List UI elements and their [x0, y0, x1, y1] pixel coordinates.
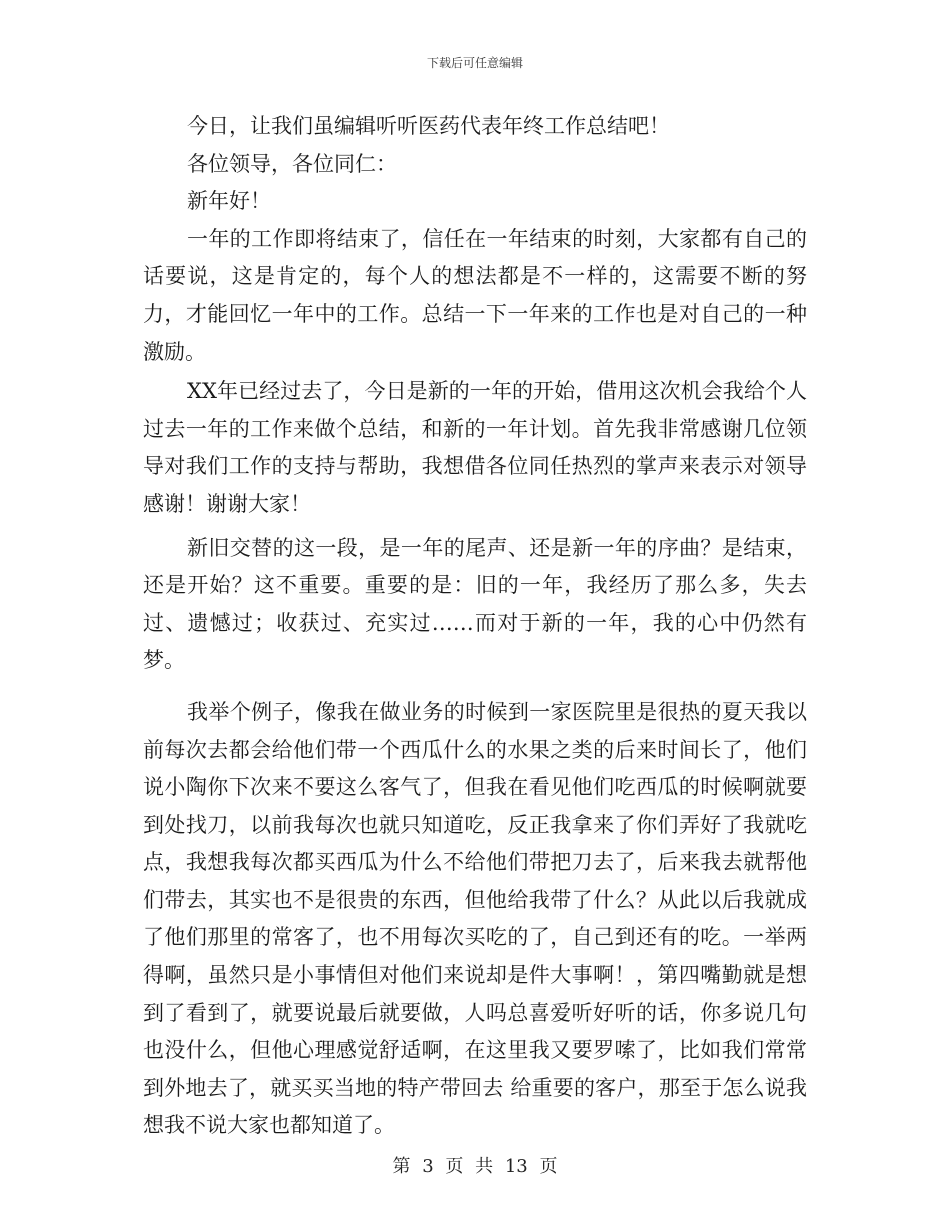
paragraph-greeting: 新年好！: [187, 189, 271, 214]
paragraph-body-4: 我举个例子，像我在做业务的时候到一家医院里是很热的夏天我以前每次去都会给他们带一个西瓜什么的水果之类的后来时间长了，他们说小陶你下次来不要这么客气了，但我在看见他们吃西瓜的时候啊就要到处找刀，以前我每次也就只知道吃，反正我拿来了你们弄好了我就吃点，我想我每次都买西瓜为什么不给他们带把刀去了，后来我去就帮他们带去，其实也不是很贵的东西，但他给我带了什么？从此以后我就成了他们那里的常客了，也不用每次买吃的了，自己到还有的吃。一举两得啊，虽然只是小事情但对他们来说却是件大事啊！，第四嘴勤就是想到了看到了，就要说最后就要做，人吗总喜爱听好听的话，你多说几句也没什么，但他心理感觉舒适啊，在这里我又要罗嗦了，比如我们常常到外地去了，就买买当地的特产带回去 给重要的客户，那至于怎么说我想我不说大家也都知道了。: [143, 699, 807, 1138]
paragraph-intro: 今日，让我们虽编辑听听医药代表年终工作总结吧！: [187, 114, 670, 138]
page-footer: 第 3 页 共 13 页: [392, 1156, 558, 1177]
paragraph-salutation: 各位领导，各位同仁：: [187, 151, 397, 176]
paragraph-body-2: XX年已经过去了，今日是新的一年的开始，借用这次机会我给个人过去一年的工作来做个总结，和新的一年计划。首先我非常感谢几位领导对我们工作的支持与帮助，我想借各位同任热烈的掌声来表示对领导感谢！谢谢大家！: [143, 379, 807, 516]
paragraph-body-3: 新旧交替的这一段，是一年的尾声、还是新一年的序曲？是结束，还是开始？这不重要。重要的是：旧的一年，我经历了那么多，失去过、遗憾过；收获过、充实过……而对于新的一年，我的心中仍然有梦。: [143, 535, 807, 673]
page-header: 下载后可任意编辑: [426, 56, 523, 70]
paragraph-body-1: 一年的工作即将结束了，信任在一年结束的时刻，大家都有自己的话要说，这是肯定的，每个人的想法都是不一样的，这需要不断的努力，才能回忆一年中的工作。总结一下一年来的工作也是对自己的一种激励。: [143, 226, 807, 364]
document-body: [143, 108, 807, 1145]
